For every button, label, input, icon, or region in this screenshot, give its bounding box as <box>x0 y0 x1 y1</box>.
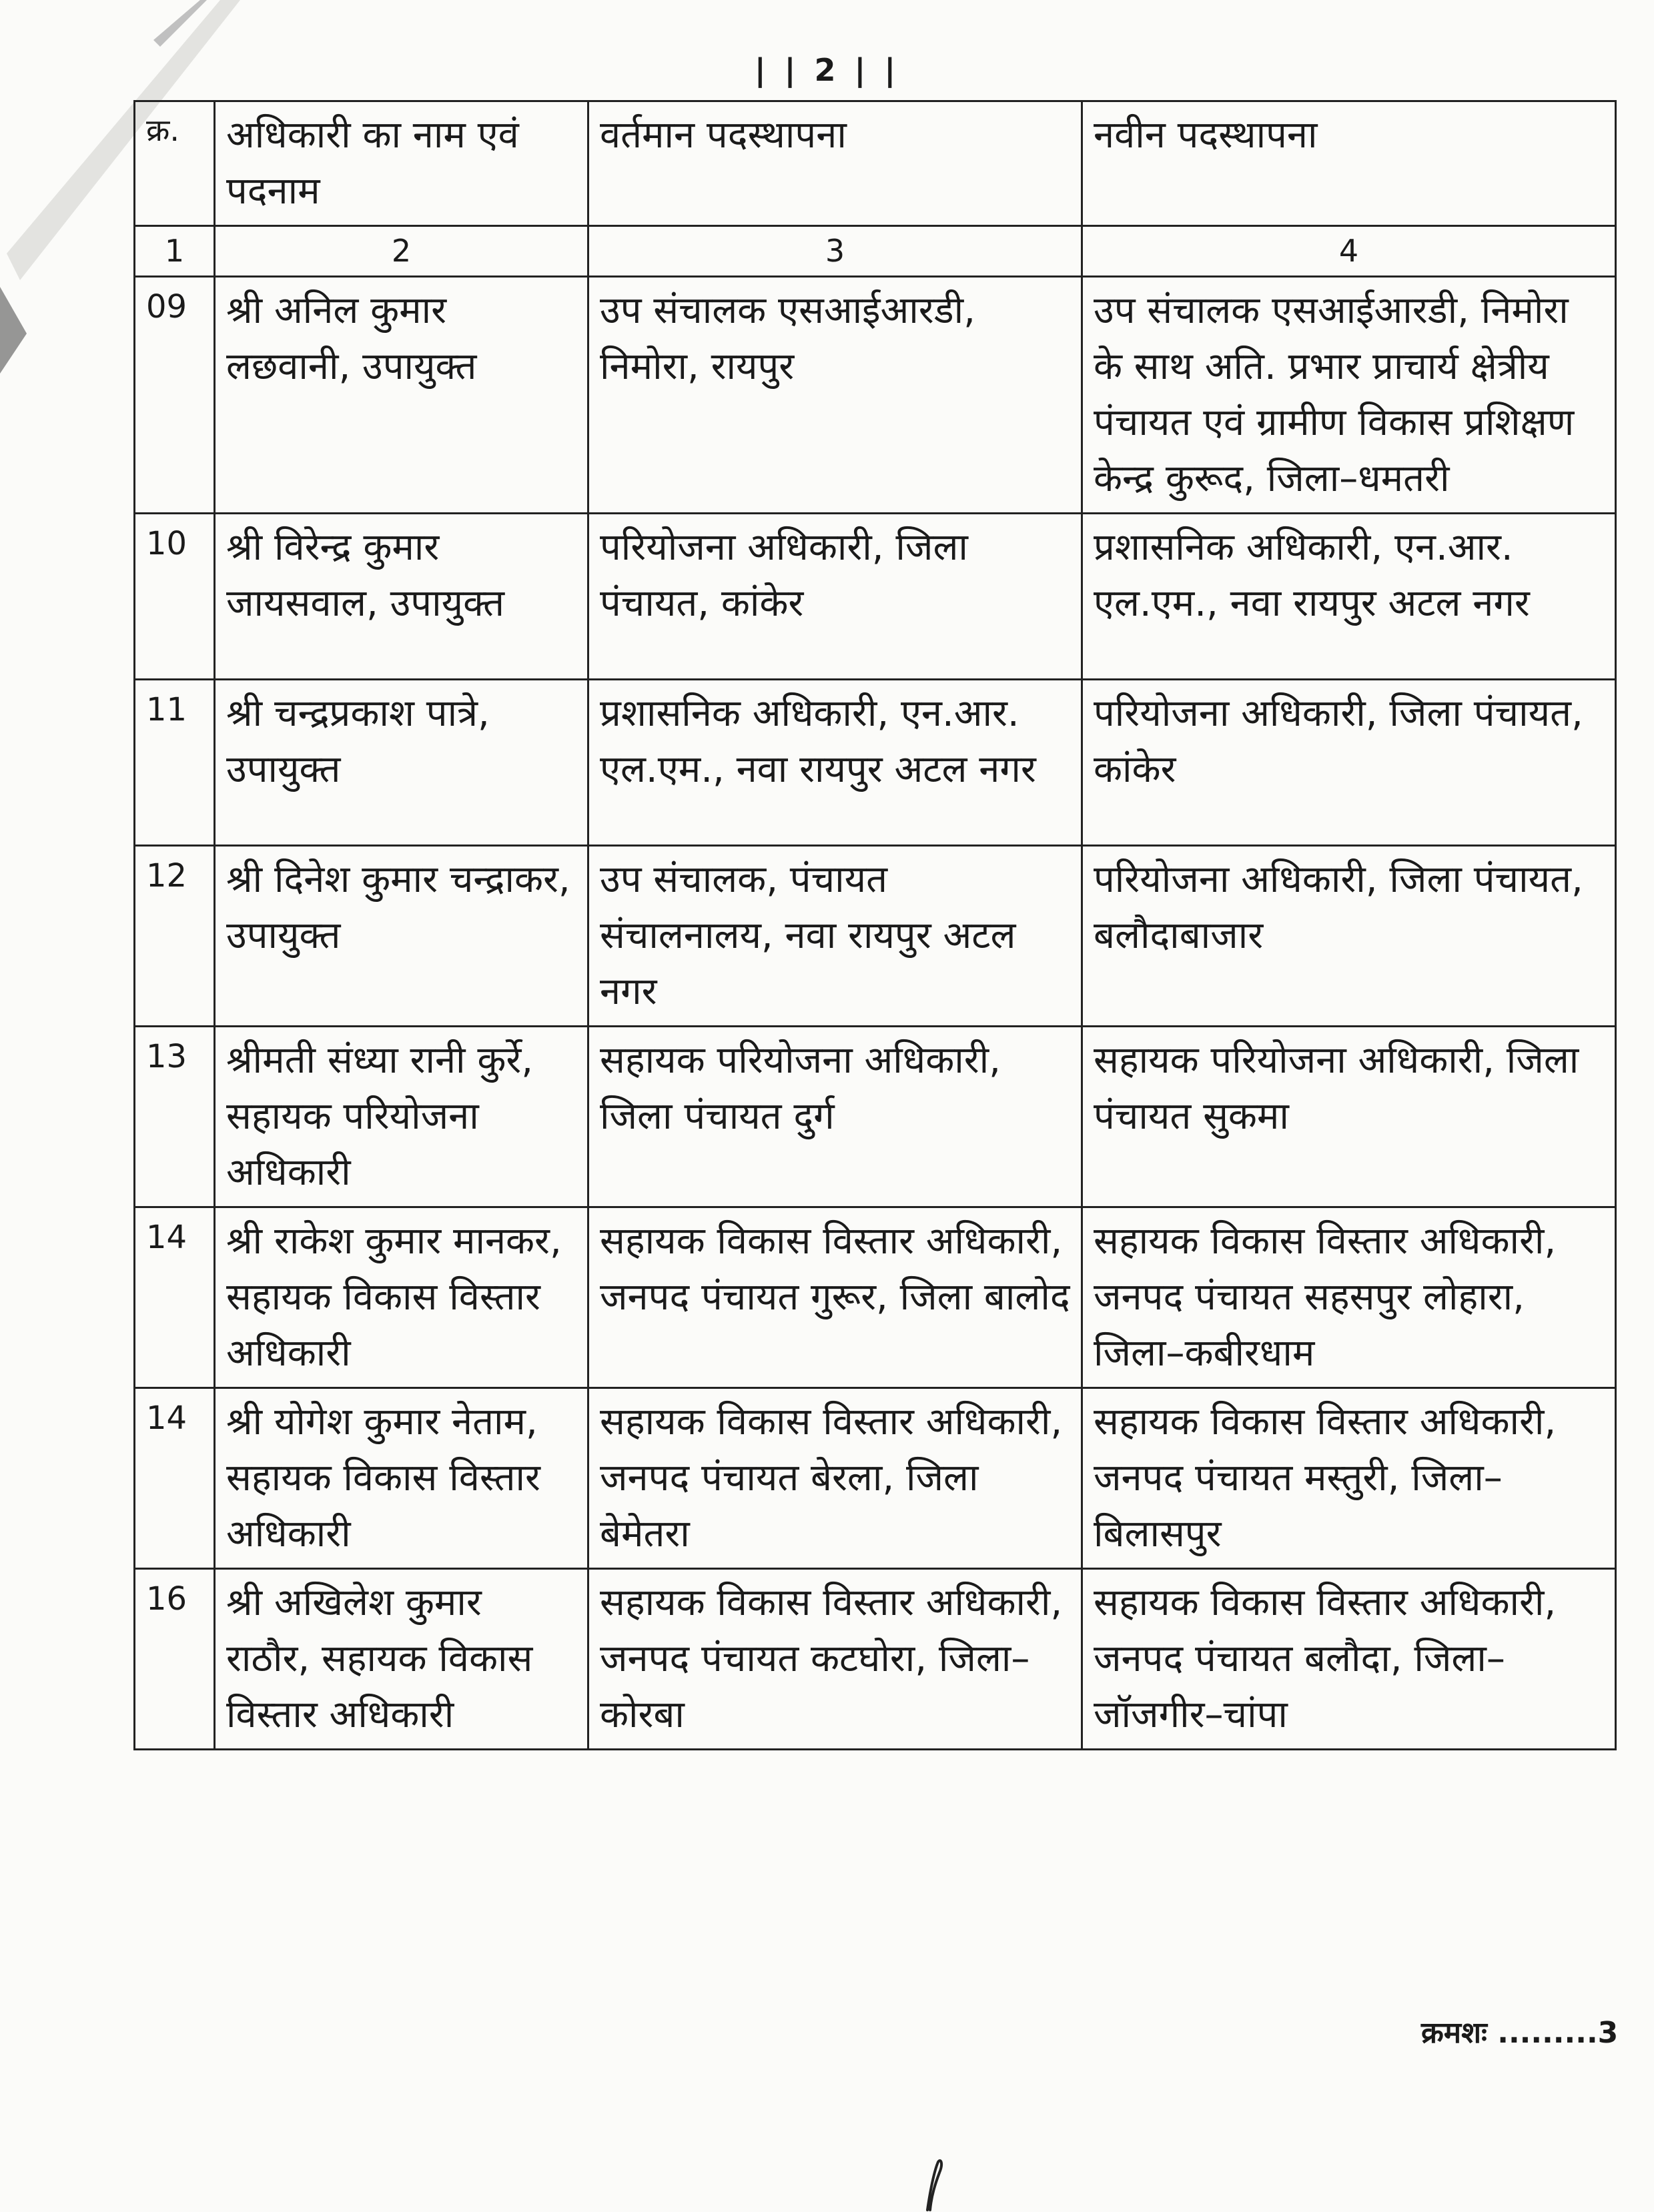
current-posting: उप संचालक एसआईआरडी, निमोरा, रायपुर <box>588 277 1082 514</box>
row-serial: 09 <box>135 277 215 514</box>
new-posting: प्रशासनिक अधिकारी, एन.आर. एल.एम., नवा रायपुर अटल नगर <box>1082 514 1616 680</box>
current-posting: सहायक परियोजना अधिकारी, जिला पंचायत दुर्ग <box>588 1027 1082 1207</box>
column-number: 1 <box>135 226 215 277</box>
officer-name: श्री विरेन्द्र कुमार जायसवाल, उपायुक्त <box>215 514 588 680</box>
current-posting: सहायक विकास विस्तार अधिकारी, जनपद पंचायत गुरूर, जिला बालोद <box>588 1207 1082 1388</box>
continued-note: क्रमशः .........3 <box>1421 2016 1619 2050</box>
officer-name: श्री अनिल कुमार लछवानी, उपायुक्त <box>215 277 588 514</box>
current-posting: परियोजना अधिकारी, जिला पंचायत, कांकेर <box>588 514 1082 680</box>
column-number: 3 <box>588 226 1082 277</box>
officer-name: श्री राकेश कुमार मानकर, सहायक विकास विस्तार अधिकारी <box>215 1207 588 1388</box>
table-row <box>135 680 1616 846</box>
header-row <box>135 101 1616 226</box>
table-row <box>135 277 1616 514</box>
table-row <box>135 846 1616 1027</box>
table-row <box>135 514 1616 680</box>
officer-name: श्रीमती संध्या रानी कुर्रे, सहायक परियोजना अधिकारी <box>215 1027 588 1207</box>
header-sr: क्र. <box>135 101 215 226</box>
table-row <box>135 1207 1616 1388</box>
header-current-posting: वर्तमान पदस्थापना <box>588 101 1082 226</box>
signature-mark <box>907 2158 961 2211</box>
column-number: 4 <box>1082 226 1616 277</box>
row-serial: 14 <box>135 1207 215 1388</box>
transfer-table <box>133 100 1617 1750</box>
header-new-posting: नवीन पदस्थापना <box>1082 101 1616 226</box>
current-posting: सहायक विकास विस्तार अधिकारी, जनपद पंचायत बेरला, जिला बेमेतरा <box>588 1388 1082 1569</box>
column-number: 2 <box>215 226 588 277</box>
row-serial: 10 <box>135 514 215 680</box>
row-serial: 12 <box>135 846 215 1027</box>
page-number: | | 2 | | <box>754 52 900 88</box>
column-number-row <box>135 226 1616 277</box>
row-serial: 14 <box>135 1388 215 1569</box>
new-posting: उप संचालक एसआईआरडी, निमोरा के साथ अति. प्रभार प्राचार्य क्षेत्रीय पंचायत एवं ग्रामीण विकास प्रशिक्षण केन्द्र कुरूद, जिला–धमतरी <box>1082 277 1616 514</box>
header-name: अधिकारी का नाम एवं पदनाम <box>215 101 588 226</box>
officer-name: श्री चन्द्रप्रकाश पात्रे, उपायुक्त <box>215 680 588 846</box>
new-posting: परियोजना अधिकारी, जिला पंचायत, कांकेर <box>1082 680 1616 846</box>
row-serial: 16 <box>135 1569 215 1750</box>
officer-name: श्री अखिलेश कुमार राठौर, सहायक विकास विस्तार अधिकारी <box>215 1569 588 1750</box>
table-row <box>135 1388 1616 1569</box>
new-posting: सहायक विकास विस्तार अधिकारी, जनपद पंचायत बलौदा, जिला–जॉजगीर–चांपा <box>1082 1569 1616 1750</box>
row-serial: 13 <box>135 1027 215 1207</box>
new-posting: सहायक विकास विस्तार अधिकारी, जनपद पंचायत मस्तुरी, जिला–बिलासपुर <box>1082 1388 1616 1569</box>
table-row <box>135 1569 1616 1750</box>
row-serial: 11 <box>135 680 215 846</box>
current-posting: प्रशासनिक अधिकारी, एन.आर. एल.एम., नवा रायपुर अटल नगर <box>588 680 1082 846</box>
officer-name: श्री दिनेश कुमार चन्द्राकर, उपायुक्त <box>215 846 588 1027</box>
current-posting: सहायक विकास विस्तार अधिकारी, जनपद पंचायत कटघोरा, जिला–कोरबा <box>588 1569 1082 1750</box>
officer-name: श्री योगेश कुमार नेताम, सहायक विकास विस्तार अधिकारी <box>215 1388 588 1569</box>
current-posting: उप संचालक, पंचायत संचालनालय, नवा रायपुर अटल नगर <box>588 846 1082 1027</box>
new-posting: परियोजना अधिकारी, जिला पंचायत, बलौदाबाजार <box>1082 846 1616 1027</box>
new-posting: सहायक विकास विस्तार अधिकारी, जनपद पंचायत सहसपुर लोहारा, जिला–कबीरधाम <box>1082 1207 1616 1388</box>
table-row <box>135 1027 1616 1207</box>
new-posting: सहायक परियोजना अधिकारी, जिला पंचायत सुकमा <box>1082 1027 1616 1207</box>
